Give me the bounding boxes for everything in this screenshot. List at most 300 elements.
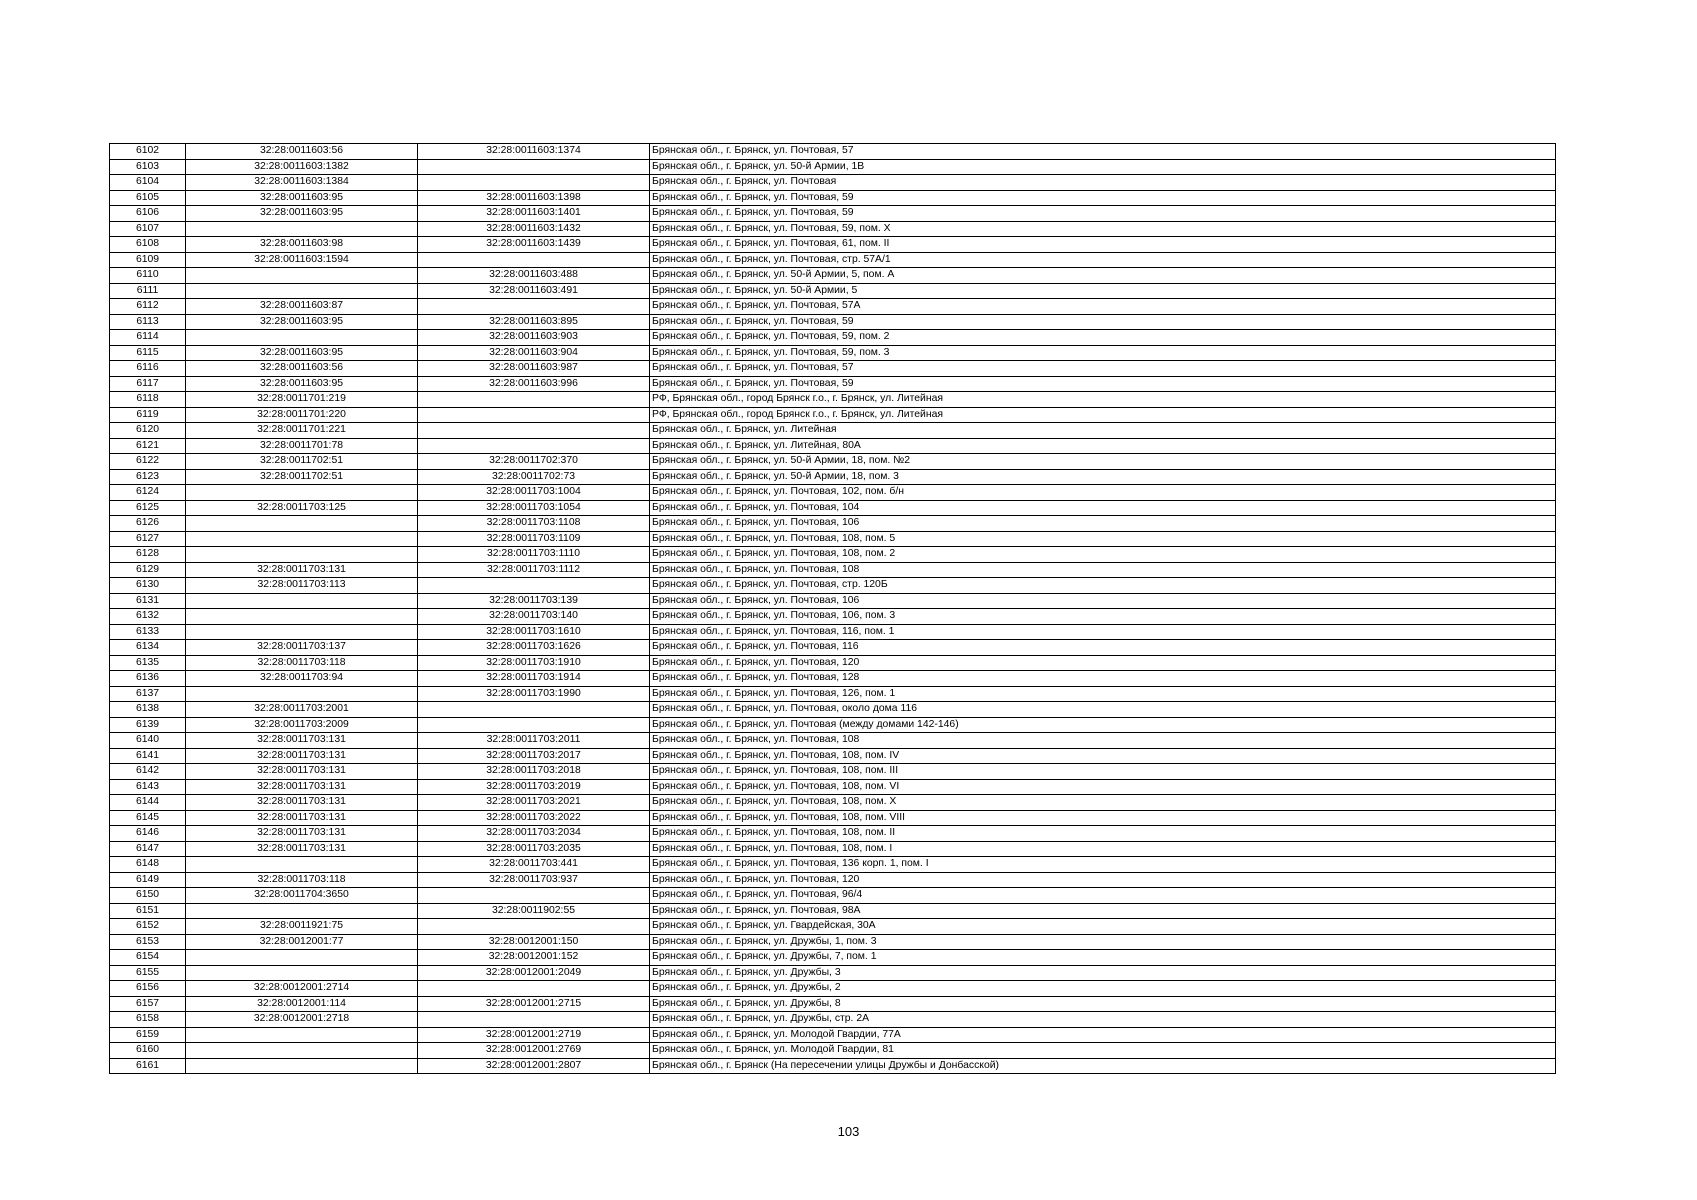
object-cadastral-cell: 32:28:0011603:895	[418, 314, 650, 330]
row-number-cell: 6152	[110, 919, 186, 935]
row-number-cell: 6111	[110, 283, 186, 299]
table-row	[110, 872, 1556, 888]
object-cadastral-cell	[418, 1012, 650, 1028]
table-row	[110, 438, 1556, 454]
address-cell: Брянская обл., г. Брянск, ул. Почтовая, 96/4	[650, 888, 1556, 904]
row-number-cell: 6105	[110, 190, 186, 206]
object-cadastral-cell: 32:28:0011703:2019	[418, 779, 650, 795]
parcel-cadastral-cell: 32:28:0012001:114	[186, 996, 418, 1012]
row-number-cell: 6106	[110, 206, 186, 222]
table-row	[110, 826, 1556, 842]
row-number-cell: 6128	[110, 547, 186, 563]
parcel-cadastral-cell: 32:28:0011703:131	[186, 841, 418, 857]
table-row	[110, 841, 1556, 857]
row-number-cell: 6120	[110, 423, 186, 439]
address-cell: Брянская обл., г. Брянск, ул. Дружбы, 7, пом. 1	[650, 950, 1556, 966]
parcel-cadastral-cell: 32:28:0011603:95	[186, 206, 418, 222]
table-row	[110, 144, 1556, 160]
object-cadastral-cell: 32:28:0011703:1004	[418, 485, 650, 501]
parcel-cadastral-cell: 32:28:0011703:131	[186, 810, 418, 826]
parcel-cadastral-cell: 32:28:0011702:51	[186, 454, 418, 470]
object-cadastral-cell: 32:28:0011702:73	[418, 469, 650, 485]
table-row	[110, 934, 1556, 950]
address-cell: Брянская обл., г. Брянск, ул. 50-й Армии, 18, пом. №2	[650, 454, 1556, 470]
row-number-cell: 6113	[110, 314, 186, 330]
row-number-cell: 6123	[110, 469, 186, 485]
object-cadastral-cell: 32:28:0011603:1439	[418, 237, 650, 253]
table-row	[110, 593, 1556, 609]
parcel-cadastral-cell	[186, 593, 418, 609]
address-cell: Брянская обл., г. Брянск, ул. Дружбы, 3	[650, 965, 1556, 981]
address-cell: Брянская обл., г. Брянск, ул. Почтовая, 59, пом. 2	[650, 330, 1556, 346]
object-cadastral-cell: 32:28:0011703:1990	[418, 686, 650, 702]
parcel-cadastral-cell: 32:28:0011703:2009	[186, 717, 418, 733]
table-row	[110, 500, 1556, 516]
table-row	[110, 283, 1556, 299]
table-row	[110, 717, 1556, 733]
parcel-cadastral-cell: 32:28:0011703:131	[186, 795, 418, 811]
parcel-cadastral-cell: 32:28:0011703:118	[186, 872, 418, 888]
table-row	[110, 330, 1556, 346]
table-row	[110, 702, 1556, 718]
parcel-cadastral-cell	[186, 686, 418, 702]
table-row	[110, 237, 1556, 253]
parcel-cadastral-cell: 32:28:0011603:95	[186, 190, 418, 206]
row-number-cell: 6156	[110, 981, 186, 997]
row-number-cell: 6159	[110, 1027, 186, 1043]
object-cadastral-cell: 32:28:0011703:2021	[418, 795, 650, 811]
object-cadastral-cell: 32:28:0011603:1398	[418, 190, 650, 206]
parcel-cadastral-cell	[186, 531, 418, 547]
row-number-cell: 6117	[110, 376, 186, 392]
table-body	[110, 144, 1556, 1074]
object-cadastral-cell: 32:28:0011603:491	[418, 283, 650, 299]
object-cadastral-cell	[418, 717, 650, 733]
table-row	[110, 531, 1556, 547]
table-row	[110, 950, 1556, 966]
parcel-cadastral-cell	[186, 609, 418, 625]
parcel-cadastral-cell	[186, 950, 418, 966]
object-cadastral-cell	[418, 888, 650, 904]
address-cell: Брянская обл., г. Брянск, ул. Почтовая, 108, пом. VI	[650, 779, 1556, 795]
parcel-cadastral-cell: 32:28:0011603:95	[186, 345, 418, 361]
parcel-cadastral-cell: 32:28:0011603:1594	[186, 252, 418, 268]
object-cadastral-cell: 32:28:0011703:139	[418, 593, 650, 609]
table-row	[110, 190, 1556, 206]
row-number-cell: 6153	[110, 934, 186, 950]
address-cell: Брянская обл., г. Брянск, ул. Дружбы, стр. 2А	[650, 1012, 1556, 1028]
object-cadastral-cell: 32:28:0011703:1914	[418, 671, 650, 687]
object-cadastral-cell: 32:28:0011703:441	[418, 857, 650, 873]
object-cadastral-cell: 32:28:0011603:1374	[418, 144, 650, 160]
row-number-cell: 6102	[110, 144, 186, 160]
table-row	[110, 361, 1556, 377]
object-cadastral-cell: 32:28:0011703:1112	[418, 562, 650, 578]
object-cadastral-cell: 32:28:0011603:904	[418, 345, 650, 361]
parcel-cadastral-cell: 32:28:0011703:131	[186, 826, 418, 842]
parcel-cadastral-cell: 32:28:0011701:220	[186, 407, 418, 423]
object-cadastral-cell	[418, 423, 650, 439]
parcel-cadastral-cell: 32:28:0011703:131	[186, 779, 418, 795]
object-cadastral-cell: 32:28:0011703:1110	[418, 547, 650, 563]
address-cell: Брянская обл., г. Брянск, ул. Молодой Гвардии, 81	[650, 1043, 1556, 1059]
row-number-cell: 6127	[110, 531, 186, 547]
address-cell: Брянская обл., г. Брянск, ул. Почтовая, 59	[650, 314, 1556, 330]
object-cadastral-cell: 32:28:0012001:2807	[418, 1058, 650, 1074]
parcel-cadastral-cell: 32:28:0012001:2718	[186, 1012, 418, 1028]
row-number-cell: 6119	[110, 407, 186, 423]
parcel-cadastral-cell: 32:28:0011921:75	[186, 919, 418, 935]
row-number-cell: 6112	[110, 299, 186, 315]
address-cell: Брянская обл., г. Брянск, ул. Почтовая, 59	[650, 376, 1556, 392]
object-cadastral-cell	[418, 919, 650, 935]
address-cell: Брянская обл., г. Брянск, ул. Почтовая, около дома 116	[650, 702, 1556, 718]
address-cell: Брянская обл., г. Брянск, ул. Почтовая, 108, пом. VIII	[650, 810, 1556, 826]
object-cadastral-cell: 32:28:0011703:2011	[418, 733, 650, 749]
object-cadastral-cell	[418, 578, 650, 594]
row-number-cell: 6145	[110, 810, 186, 826]
table-row	[110, 175, 1556, 191]
row-number-cell: 6148	[110, 857, 186, 873]
object-cadastral-cell: 32:28:0011703:2035	[418, 841, 650, 857]
parcel-cadastral-cell: 32:28:0011603:87	[186, 299, 418, 315]
table-row	[110, 206, 1556, 222]
parcel-cadastral-cell	[186, 221, 418, 237]
object-cadastral-cell: 32:28:0011703:140	[418, 609, 650, 625]
address-cell: Брянская обл., г. Брянск, ул. Почтовая, 59	[650, 190, 1556, 206]
parcel-cadastral-cell	[186, 965, 418, 981]
object-cadastral-cell	[418, 299, 650, 315]
table-row	[110, 221, 1556, 237]
table-row	[110, 810, 1556, 826]
address-cell: Брянская обл., г. Брянск, ул. Литейная	[650, 423, 1556, 439]
object-cadastral-cell: 32:28:0012001:152	[418, 950, 650, 966]
address-cell: Брянская обл., г. Брянск, ул. Почтовая, 116	[650, 640, 1556, 656]
address-cell: Брянская обл., г. Брянск, ул. Почтовая, 116, пом. 1	[650, 624, 1556, 640]
address-cell: Брянская обл., г. Брянск, ул. 50-й Армии, 5	[650, 283, 1556, 299]
row-number-cell: 6114	[110, 330, 186, 346]
address-cell: Брянская обл., г. Брянск, ул. Почтовая	[650, 175, 1556, 191]
table-row	[110, 686, 1556, 702]
object-cadastral-cell: 32:28:0011703:1109	[418, 531, 650, 547]
row-number-cell: 6138	[110, 702, 186, 718]
address-cell: Брянская обл., г. Брянск, ул. 50-й Армии, 18, пом. 3	[650, 469, 1556, 485]
table-row	[110, 469, 1556, 485]
table-row	[110, 423, 1556, 439]
object-cadastral-cell: 32:28:0011703:1610	[418, 624, 650, 640]
object-cadastral-cell: 32:28:0011603:1401	[418, 206, 650, 222]
row-number-cell: 6139	[110, 717, 186, 733]
parcel-cadastral-cell	[186, 1058, 418, 1074]
table-row	[110, 764, 1556, 780]
address-cell: Брянская обл., г. Брянск, ул. Почтовая, 108, пом. I	[650, 841, 1556, 857]
row-number-cell: 6147	[110, 841, 186, 857]
address-cell: Брянская обл., г. Брянск, ул. Почтовая, 120	[650, 872, 1556, 888]
row-number-cell: 6131	[110, 593, 186, 609]
table-row	[110, 407, 1556, 423]
table-row	[110, 345, 1556, 361]
address-cell: Брянская обл., г. Брянск, ул. Почтовая, 106	[650, 593, 1556, 609]
address-cell: Брянская обл., г. Брянск, ул. Почтовая, стр. 57А/1	[650, 252, 1556, 268]
parcel-cadastral-cell	[186, 547, 418, 563]
parcel-cadastral-cell	[186, 857, 418, 873]
address-cell: Брянская обл., г. Брянск, ул. Почтовая, 98А	[650, 903, 1556, 919]
parcel-cadastral-cell: 32:28:0011701:78	[186, 438, 418, 454]
row-number-cell: 6130	[110, 578, 186, 594]
table-row	[110, 1043, 1556, 1059]
table-row	[110, 733, 1556, 749]
parcel-cadastral-cell	[186, 268, 418, 284]
table-row	[110, 981, 1556, 997]
table-row	[110, 996, 1556, 1012]
address-cell: Брянская обл., г. Брянск, ул. Почтовая, 108, пом. III	[650, 764, 1556, 780]
row-number-cell: 6122	[110, 454, 186, 470]
row-number-cell: 6158	[110, 1012, 186, 1028]
parcel-cadastral-cell	[186, 1027, 418, 1043]
row-number-cell: 6150	[110, 888, 186, 904]
table-row	[110, 516, 1556, 532]
row-number-cell: 6154	[110, 950, 186, 966]
parcel-cadastral-cell: 32:28:0011702:51	[186, 469, 418, 485]
table-row	[110, 1012, 1556, 1028]
parcel-cadastral-cell: 32:28:0011703:2001	[186, 702, 418, 718]
address-cell: Брянская обл., г. Брянск, ул. Почтовая, 120	[650, 655, 1556, 671]
object-cadastral-cell	[418, 175, 650, 191]
object-cadastral-cell	[418, 252, 650, 268]
table-row	[110, 1058, 1556, 1074]
page-number: 103	[837, 1124, 860, 1139]
row-number-cell: 6160	[110, 1043, 186, 1059]
address-cell: Брянская обл., г. Брянск, ул. Литейная, 80А	[650, 438, 1556, 454]
address-cell: Брянская обл., г. Брянск, ул. Почтовая, 61, пом. II	[650, 237, 1556, 253]
parcel-cadastral-cell: 32:28:0012001:2714	[186, 981, 418, 997]
table-row	[110, 965, 1556, 981]
address-cell: Брянская обл., г. Брянск, ул. Почтовая, 108	[650, 733, 1556, 749]
address-cell: Брянская обл., г. Брянск, ул. Почтовая, 136 корп. 1, пом. I	[650, 857, 1556, 873]
table-row	[110, 562, 1556, 578]
address-cell: Брянская обл., г. Брянск, ул. Почтовая, 108, пом. X	[650, 795, 1556, 811]
parcel-cadastral-cell	[186, 903, 418, 919]
table-row	[110, 779, 1556, 795]
row-number-cell: 6135	[110, 655, 186, 671]
parcel-cadastral-cell: 32:28:0011603:1384	[186, 175, 418, 191]
table-row	[110, 624, 1556, 640]
parcel-cadastral-cell: 32:28:0011703:131	[186, 764, 418, 780]
address-cell: Брянская обл., г. Брянск, ул. Почтовая, 106	[650, 516, 1556, 532]
address-cell: РФ, Брянская обл., город Брянск г.о., г. Брянск, ул. Литейная	[650, 392, 1556, 408]
row-number-cell: 6155	[110, 965, 186, 981]
row-number-cell: 6134	[110, 640, 186, 656]
parcel-cadastral-cell: 32:28:0011603:56	[186, 361, 418, 377]
table-row	[110, 640, 1556, 656]
address-cell: Брянская обл., г. Брянск, ул. Дружбы, 1, пом. 3	[650, 934, 1556, 950]
object-cadastral-cell: 32:28:0011603:488	[418, 268, 650, 284]
row-number-cell: 6143	[110, 779, 186, 795]
object-cadastral-cell: 32:28:0011703:1054	[418, 500, 650, 516]
parcel-cadastral-cell: 32:28:0011703:94	[186, 671, 418, 687]
parcel-cadastral-cell	[186, 624, 418, 640]
address-cell: Брянская обл., г. Брянск, ул. Дружбы, 2	[650, 981, 1556, 997]
row-number-cell: 6140	[110, 733, 186, 749]
parcel-cadastral-cell: 32:28:0011703:131	[186, 562, 418, 578]
object-cadastral-cell: 32:28:0011702:370	[418, 454, 650, 470]
address-cell: Брянская обл., г. Брянск, ул. Почтовая, 59	[650, 206, 1556, 222]
address-cell: Брянская обл., г. Брянск, ул. Почтовая, 104	[650, 500, 1556, 516]
row-number-cell: 6124	[110, 485, 186, 501]
registry-table	[109, 143, 1556, 1074]
address-cell: Брянская обл., г. Брянск, ул. Почтовая, 57	[650, 144, 1556, 160]
parcel-cadastral-cell: 32:28:0011703:131	[186, 733, 418, 749]
address-cell: Брянская обл., г. Брянск, ул. Почтовая, 59, пом. 3	[650, 345, 1556, 361]
object-cadastral-cell: 32:28:0011703:2022	[418, 810, 650, 826]
table-row	[110, 268, 1556, 284]
table-row	[110, 1027, 1556, 1043]
row-number-cell: 6141	[110, 748, 186, 764]
table-row	[110, 857, 1556, 873]
object-cadastral-cell	[418, 407, 650, 423]
object-cadastral-cell: 32:28:0011703:2018	[418, 764, 650, 780]
row-number-cell: 6146	[110, 826, 186, 842]
parcel-cadastral-cell: 32:28:0011603:1382	[186, 159, 418, 175]
table-row	[110, 748, 1556, 764]
address-cell: Брянская обл., г. Брянск, ул. Почтовая, 102, пом. б/н	[650, 485, 1556, 501]
object-cadastral-cell: 32:28:0012001:2715	[418, 996, 650, 1012]
row-number-cell: 6157	[110, 996, 186, 1012]
parcel-cadastral-cell: 32:28:0011703:131	[186, 748, 418, 764]
object-cadastral-cell: 32:28:0012001:2769	[418, 1043, 650, 1059]
object-cadastral-cell: 32:28:0011703:2034	[418, 826, 650, 842]
row-number-cell: 6149	[110, 872, 186, 888]
parcel-cadastral-cell	[186, 1043, 418, 1059]
address-cell: Брянская обл., г. Брянск, ул. Почтовая, 126, пом. 1	[650, 686, 1556, 702]
object-cadastral-cell: 32:28:0012001:2719	[418, 1027, 650, 1043]
table-row	[110, 609, 1556, 625]
address-cell: Брянская обл., г. Брянск (На пересечении улицы Дружбы и Донбасской)	[650, 1058, 1556, 1074]
table-row	[110, 252, 1556, 268]
object-cadastral-cell: 32:28:0011603:987	[418, 361, 650, 377]
parcel-cadastral-cell	[186, 283, 418, 299]
parcel-cadastral-cell: 32:28:0011703:113	[186, 578, 418, 594]
row-number-cell: 6109	[110, 252, 186, 268]
row-number-cell: 6116	[110, 361, 186, 377]
parcel-cadastral-cell: 32:28:0011603:56	[186, 144, 418, 160]
object-cadastral-cell: 32:28:0011902:55	[418, 903, 650, 919]
address-cell: Брянская обл., г. Брянск, ул. Почтовая, 108, пом. IV	[650, 748, 1556, 764]
object-cadastral-cell: 32:28:0012001:150	[418, 934, 650, 950]
table-row	[110, 392, 1556, 408]
table-row	[110, 376, 1556, 392]
address-cell: Брянская обл., г. Брянск, ул. Почтовая, 59, пом. X	[650, 221, 1556, 237]
address-cell: Брянская обл., г. Брянск, ул. Почтовая, стр. 120Б	[650, 578, 1556, 594]
table-row	[110, 485, 1556, 501]
table-row	[110, 919, 1556, 935]
object-cadastral-cell: 32:28:0011603:996	[418, 376, 650, 392]
address-cell: Брянская обл., г. Брянск, ул. Дружбы, 8	[650, 996, 1556, 1012]
object-cadastral-cell	[418, 159, 650, 175]
object-cadastral-cell: 32:28:0011703:2017	[418, 748, 650, 764]
object-cadastral-cell: 32:28:0011603:903	[418, 330, 650, 346]
object-cadastral-cell	[418, 392, 650, 408]
parcel-cadastral-cell	[186, 485, 418, 501]
address-cell: Брянская обл., г. Брянск, ул. Гвардейская, 30А	[650, 919, 1556, 935]
table-row	[110, 655, 1556, 671]
object-cadastral-cell: 32:28:0011703:1910	[418, 655, 650, 671]
row-number-cell: 6121	[110, 438, 186, 454]
parcel-cadastral-cell: 32:28:0011603:98	[186, 237, 418, 253]
row-number-cell: 6161	[110, 1058, 186, 1074]
table-row	[110, 299, 1556, 315]
address-cell: Брянская обл., г. Брянск, ул. Почтовая, 108, пом. 2	[650, 547, 1556, 563]
object-cadastral-cell: 32:28:0011703:1108	[418, 516, 650, 532]
address-cell: Брянская обл., г. Брянск, ул. Почтовая, 57	[650, 361, 1556, 377]
address-cell: Брянская обл., г. Брянск, ул. Почтовая, 108, пом. II	[650, 826, 1556, 842]
address-cell: Брянская обл., г. Брянск, ул. Почтовая, 108, пом. 5	[650, 531, 1556, 547]
row-number-cell: 6129	[110, 562, 186, 578]
table-row	[110, 578, 1556, 594]
parcel-cadastral-cell: 32:28:0011703:137	[186, 640, 418, 656]
table-row	[110, 454, 1556, 470]
table-row	[110, 888, 1556, 904]
row-number-cell: 6126	[110, 516, 186, 532]
table-row	[110, 159, 1556, 175]
parcel-cadastral-cell	[186, 516, 418, 532]
parcel-cadastral-cell: 32:28:0011703:118	[186, 655, 418, 671]
row-number-cell: 6142	[110, 764, 186, 780]
parcel-cadastral-cell: 32:28:0011701:219	[186, 392, 418, 408]
address-cell: РФ, Брянская обл., город Брянск г.о., г. Брянск, ул. Литейная	[650, 407, 1556, 423]
row-number-cell: 6103	[110, 159, 186, 175]
parcel-cadastral-cell: 32:28:0011603:95	[186, 314, 418, 330]
object-cadastral-cell	[418, 981, 650, 997]
row-number-cell: 6151	[110, 903, 186, 919]
row-number-cell: 6136	[110, 671, 186, 687]
address-cell: Брянская обл., г. Брянск, ул. Почтовая, 128	[650, 671, 1556, 687]
object-cadastral-cell: 32:28:0011703:937	[418, 872, 650, 888]
address-cell: Брянская обл., г. Брянск, ул. 50-й Армии, 5, пом. А	[650, 268, 1556, 284]
row-number-cell: 6108	[110, 237, 186, 253]
object-cadastral-cell: 32:28:0011603:1432	[418, 221, 650, 237]
parcel-cadastral-cell: 32:28:0011701:221	[186, 423, 418, 439]
table-row	[110, 671, 1556, 687]
object-cadastral-cell	[418, 438, 650, 454]
row-number-cell: 6132	[110, 609, 186, 625]
object-cadastral-cell: 32:28:0012001:2049	[418, 965, 650, 981]
table-row	[110, 903, 1556, 919]
table-row	[110, 795, 1556, 811]
address-cell: Брянская обл., г. Брянск, ул. Почтовая, 106, пом. 3	[650, 609, 1556, 625]
row-number-cell: 6125	[110, 500, 186, 516]
row-number-cell: 6137	[110, 686, 186, 702]
row-number-cell: 6118	[110, 392, 186, 408]
table-row	[110, 314, 1556, 330]
parcel-cadastral-cell	[186, 330, 418, 346]
row-number-cell: 6107	[110, 221, 186, 237]
address-cell: Брянская обл., г. Брянск, ул. Почтовая, 108	[650, 562, 1556, 578]
parcel-cadastral-cell: 32:28:0011703:125	[186, 500, 418, 516]
object-cadastral-cell	[418, 702, 650, 718]
table-row	[110, 547, 1556, 563]
row-number-cell: 6144	[110, 795, 186, 811]
parcel-cadastral-cell: 32:28:0011603:95	[186, 376, 418, 392]
parcel-cadastral-cell: 32:28:0012001:77	[186, 934, 418, 950]
address-cell: Брянская обл., г. Брянск, ул. Почтовая, 57А	[650, 299, 1556, 315]
address-cell: Брянская обл., г. Брянск, ул. 50-й Армии, 1В	[650, 159, 1556, 175]
row-number-cell: 6110	[110, 268, 186, 284]
parcel-cadastral-cell: 32:28:0011704:3650	[186, 888, 418, 904]
row-number-cell: 6133	[110, 624, 186, 640]
address-cell: Брянская обл., г. Брянск, ул. Почтовая (между домами 142-146)	[650, 717, 1556, 733]
object-cadastral-cell: 32:28:0011703:1626	[418, 640, 650, 656]
